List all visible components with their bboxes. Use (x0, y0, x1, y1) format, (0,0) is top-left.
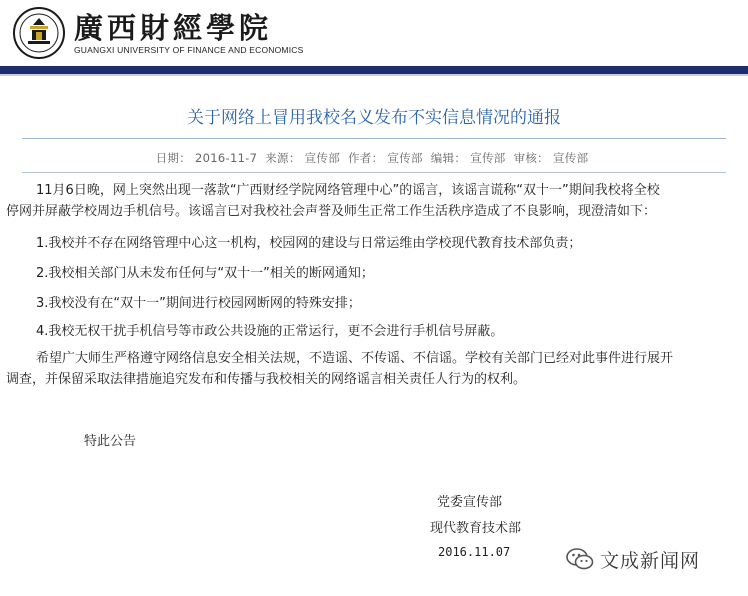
intro-line-1: 11月6日晚，网上突然出现一落款“广西财经学院网络管理中心”的谣言，该谣言谎称“双十一”期间我校将全校 (36, 183, 660, 198)
closing-line-1: 希望广大师生严格遵守网络信息安全相关法规，不造谣、不传谣、不信谣。学校有关部门已经对此事件进行展开 (36, 351, 674, 366)
author-value: 宣传部 (387, 151, 423, 165)
point-item: 3.我校没有在“双十一”期间进行校园网断网的特殊安排； (36, 296, 361, 311)
signature-dept-2: 现代教育技术部 (430, 521, 522, 536)
signature-date: 2016.11.07 (438, 545, 511, 559)
reviewer-value: 宣传部 (552, 151, 589, 165)
point-item: 2.我校相关部门从未发布任何与“双十一”相关的断网通知； (36, 266, 374, 281)
point-item: 4.我校无权干扰手机信号等市政公共设施的正常运行，更不会进行手机信号屏蔽。 (36, 324, 504, 339)
notice-text: 特此公告 (84, 434, 137, 449)
date-value: 2016-11-7 (195, 151, 258, 165)
signature-dept-1: 党委宣传部 (437, 495, 503, 510)
source-label: 来源： (265, 151, 301, 165)
editor-label: 编辑： (430, 151, 467, 165)
source-value: 宣传部 (304, 151, 341, 165)
closing-line-2: 调查，并保留采取法律措施追究发布和传播与我校相关的网络谣言相关责任人行为的权利。 (6, 372, 527, 387)
watermark (566, 544, 700, 574)
article-meta (0, 150, 748, 166)
meta-divider (22, 172, 726, 173)
university-seal-icon (12, 6, 66, 60)
university-name: 廣西財經學院 (74, 11, 273, 45)
watermark-text: 文成新闻网 (600, 549, 701, 572)
site-header (0, 0, 748, 66)
header-divider (0, 66, 748, 74)
header-divider-light (0, 74, 748, 76)
reviewer-label: 审核： (513, 151, 549, 165)
intro-line-2: 停网并屏蔽学校周边手机信号。该谣言已对我校社会声誉及师生正常工作生活秩序造成了不良影响，现澄清如下： (6, 204, 657, 219)
date-label: 日期： (155, 151, 192, 165)
editor-value: 宣传部 (470, 151, 506, 165)
title-divider (22, 138, 726, 139)
point-item: 1.我校并不存在网络管理中心这一机构，校园网的建设与日常运维由学校现代教育技术部负责； (36, 236, 582, 251)
author-label: 作者： (348, 151, 384, 165)
article-title: 关于网络上冒用我校名义发布不实信息情况的通报 (187, 108, 561, 128)
university-name-en: GUANGXI UNIVERSITY OF FINANCE AND ECONOMICS (74, 45, 304, 55)
wechat-icon (566, 547, 594, 571)
